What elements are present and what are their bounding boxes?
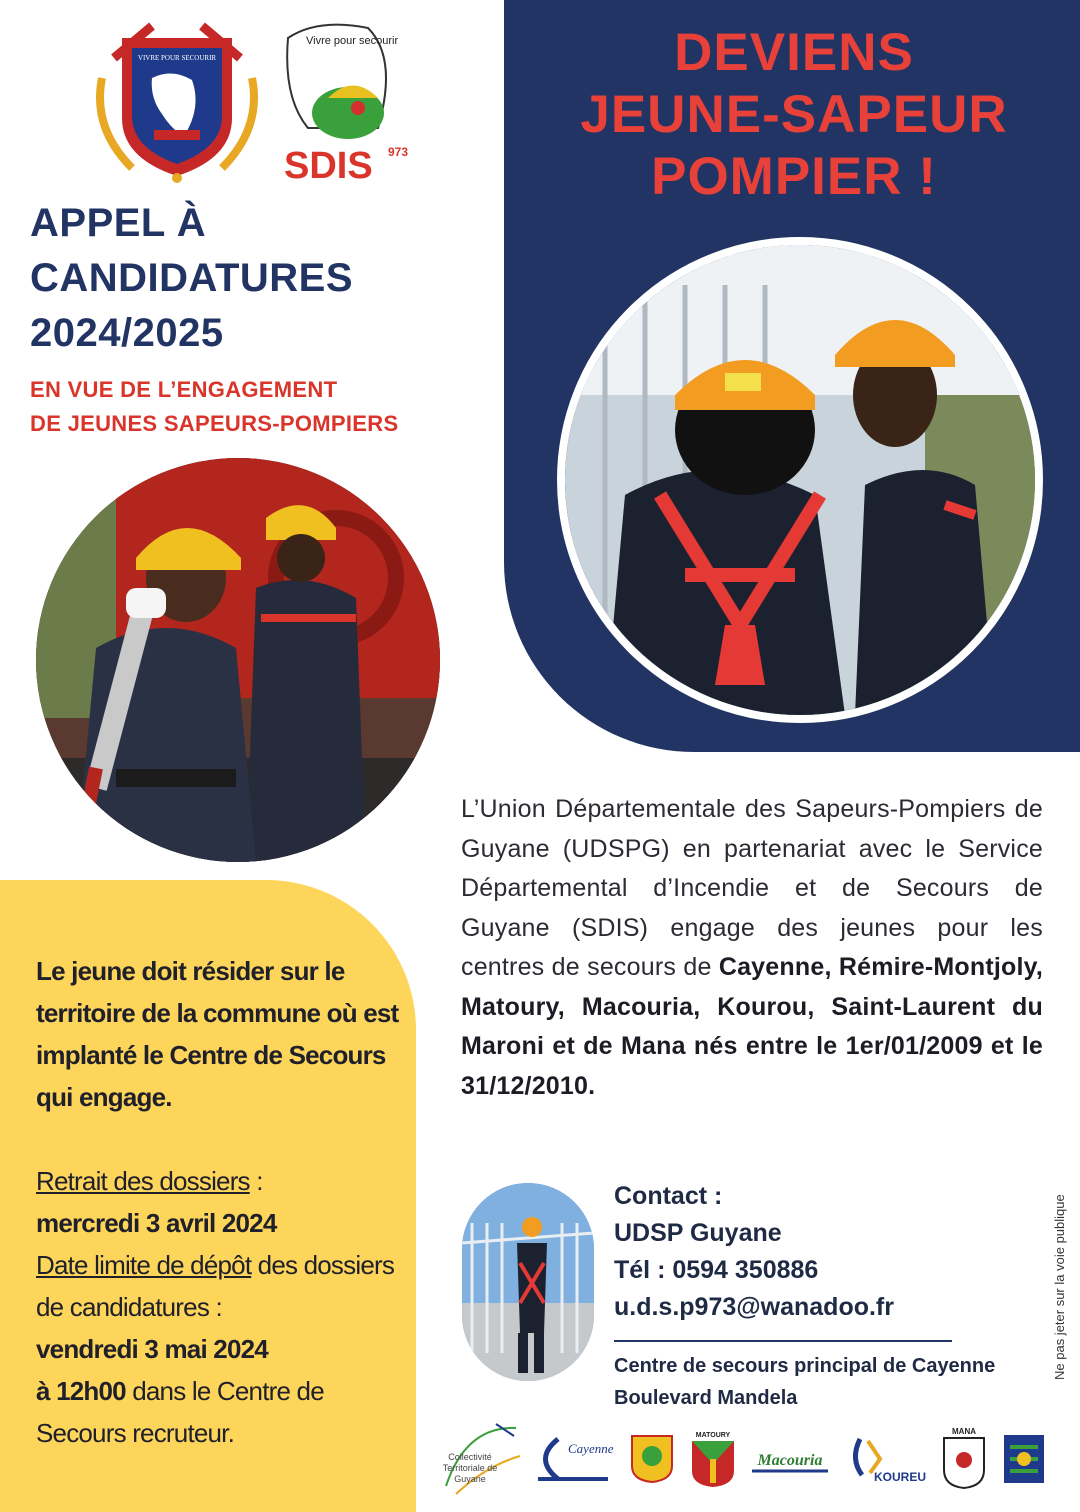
subtitle-line-2: DE JEUNES SAPEURS-POMPIERS xyxy=(30,411,399,436)
contact-address-1: Centre de secours principal de Cayenne xyxy=(614,1355,996,1377)
sdis-code: 973 xyxy=(388,145,408,159)
logo-ctg xyxy=(436,1416,524,1502)
logo-cayenne xyxy=(528,1416,618,1502)
title-line-3: 2024/2025 xyxy=(30,311,224,355)
residence-requirement: Le jeune doit résider sur le territoire de la commune où est implanté le Centre de Secours qui engage. xyxy=(36,956,399,1112)
limite-heure: à 12h00 xyxy=(36,1376,126,1406)
sdis-973-logo xyxy=(278,18,408,183)
retrait-sep: : xyxy=(249,1166,263,1196)
logo-ctg-text: Collectivité Territoriale de Guyane xyxy=(442,1452,498,1484)
headline-line-1: DEVIENS xyxy=(674,23,914,82)
logo-remire xyxy=(630,1416,674,1502)
contact-email[interactable]: u.d.s.p973@wanadoo.fr xyxy=(614,1293,894,1321)
headline-line-3: POMPIER ! xyxy=(651,147,937,206)
limite-label: Date limite de dépôt xyxy=(36,1250,252,1280)
photo-firefighters-harness xyxy=(557,237,1043,723)
sdis-tagline: Vivre pour secourir xyxy=(306,35,399,47)
contact-photo xyxy=(462,1183,594,1381)
logo-saint-laurent xyxy=(1002,1416,1046,1502)
limite-date: vendredi 3 mai 2024 xyxy=(36,1334,268,1364)
logo-mana xyxy=(940,1416,988,1502)
contact-phone[interactable]: Tél : 0594 350886 xyxy=(614,1256,819,1284)
partner-logos xyxy=(436,1416,1076,1502)
title-block xyxy=(30,196,500,441)
logo-kourou xyxy=(840,1416,930,1502)
sdis-name: SDIS xyxy=(284,145,373,183)
dates-block xyxy=(36,1160,408,1454)
contact-org: UDSP Guyane xyxy=(614,1219,782,1247)
logo-kourou-text: KOUREU xyxy=(873,1470,927,1484)
title-line-2: CANDIDATURES xyxy=(30,256,354,300)
recycling-note: Ne pas jeter sur la voie publique xyxy=(1052,1194,1067,1380)
logo-cayenne-text: Cayenne xyxy=(568,1441,614,1456)
logo-macouria xyxy=(748,1416,832,1502)
yellow-info-text xyxy=(36,950,408,1454)
logo-matoury-text: MATOURY xyxy=(695,1432,731,1439)
retrait-date: mercredi 3 avril 2024 xyxy=(36,1208,277,1238)
subtitle xyxy=(30,373,500,441)
description-locations: Cayenne, Rémire-Montjoly, Matoury, Macouria, Kourou, Saint-Laurent du Maroni et de Mana nés entre le 1er/01/2009 et le 31/12/2010. xyxy=(461,953,1043,1100)
limite-lieu: dans le Centre de Secours recruteur. xyxy=(36,1376,324,1448)
contact-heading: Contact : xyxy=(614,1182,723,1210)
contact-address-2: Boulevard Mandela xyxy=(614,1387,798,1409)
photo-firefighter-hose xyxy=(36,458,440,862)
subtitle-line-1: EN VUE DE L’ENGAGEMENT xyxy=(30,377,338,402)
headline xyxy=(520,22,1068,208)
title-line-1: APPEL À xyxy=(30,201,207,245)
logo-macouria-text: Macouria xyxy=(757,1452,823,1469)
retrait-label: Retrait des dossiers xyxy=(36,1166,250,1196)
logo-matoury xyxy=(688,1416,738,1502)
description-paragraph xyxy=(461,790,1043,1106)
description-intro: L’Union Départementale des Sapeurs-Pompiers de Guyane (UDSPG) en partenariat avec le Service Départemental d’Incendie et de Secours de Guyane (SDIS) engage des jeunes pour les centres de secours de xyxy=(461,795,1043,981)
contact-block xyxy=(614,1178,1054,1414)
limite-rest: des dossiers de candidatures : xyxy=(36,1250,395,1322)
headline-line-2: JEUNE-SAPEUR xyxy=(580,85,1008,144)
crest-motto-top: VIVRE POUR SECOURIR xyxy=(137,54,217,62)
contact-divider xyxy=(614,1340,952,1342)
logo-mana-text: MANA xyxy=(952,1427,976,1436)
pompiers-crest-logo xyxy=(92,18,262,183)
